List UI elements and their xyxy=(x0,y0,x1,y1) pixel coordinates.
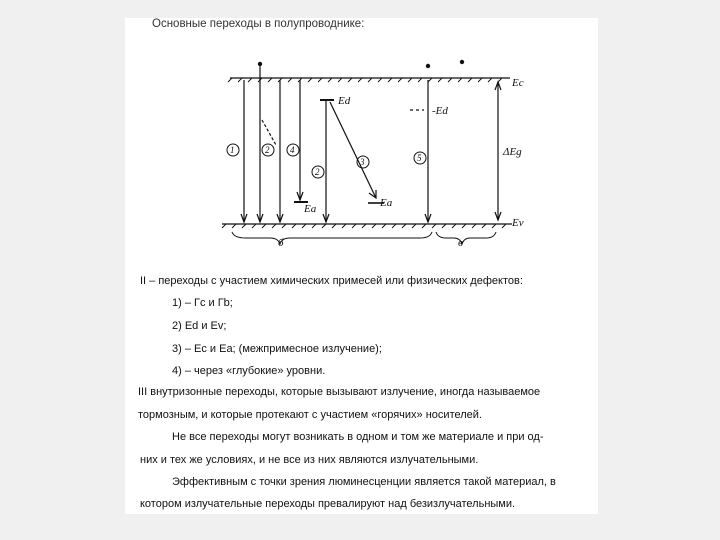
marker-5-label: 5 xyxy=(417,153,422,163)
brace-left xyxy=(232,232,432,244)
brace-label-left: б xyxy=(278,237,284,249)
marker-1-label: 1 xyxy=(230,145,235,155)
ea2-label: Ea xyxy=(380,197,393,209)
donor-acceptor-arrow xyxy=(330,102,376,198)
page-title: Основные переходы в полупроводнике: xyxy=(152,18,365,30)
text-line-7: тормозным, и которые протекают с участием «горячих» носителей. xyxy=(138,409,482,421)
text-line-9: них и тех же условиях, и не все из них являются излучательными. xyxy=(140,454,479,466)
ec-label: Ec xyxy=(512,77,524,89)
text-line-3: 2) Ed и Ev; xyxy=(172,320,227,332)
text-line-4: 3) – Ec и Ea; (межпримесное излучение); xyxy=(172,343,382,355)
text-line-8: Не все переходы могут возникать в одном и том же материале и при од- xyxy=(172,431,544,443)
marker-2-label: 2 xyxy=(265,145,270,155)
marker-4-label: 4 xyxy=(290,145,295,155)
text-line-11: котором излучательные переходы превалируют над безизлучательными. xyxy=(140,498,516,510)
ed-mark-label: -Ed xyxy=(432,105,448,117)
ea-label: Ea xyxy=(304,203,317,215)
text-line-10: Эффективным с точки зрения люминесценции является такой материал, в xyxy=(172,476,556,488)
brace-label-right: в xyxy=(458,237,463,249)
text-line-1: II – переходы с участием химических примесей или физических дефектов: xyxy=(140,275,523,287)
text-line-6: III внутризонные переходы, которые вызывают излучение, иногда называемое xyxy=(138,386,541,398)
ev-label: Ev xyxy=(512,217,524,229)
text-line-5: 4) – через «глубокие» уровни. xyxy=(172,365,326,377)
ed-label: Ed xyxy=(338,95,351,107)
brace-right xyxy=(436,232,496,244)
text-line-2: 1) – Гc и Гb; xyxy=(172,297,233,309)
band-gap-label: ΔEg xyxy=(503,146,522,158)
marker-3-label: 3 xyxy=(360,157,365,167)
marker-2b-label: 2 xyxy=(315,167,320,177)
